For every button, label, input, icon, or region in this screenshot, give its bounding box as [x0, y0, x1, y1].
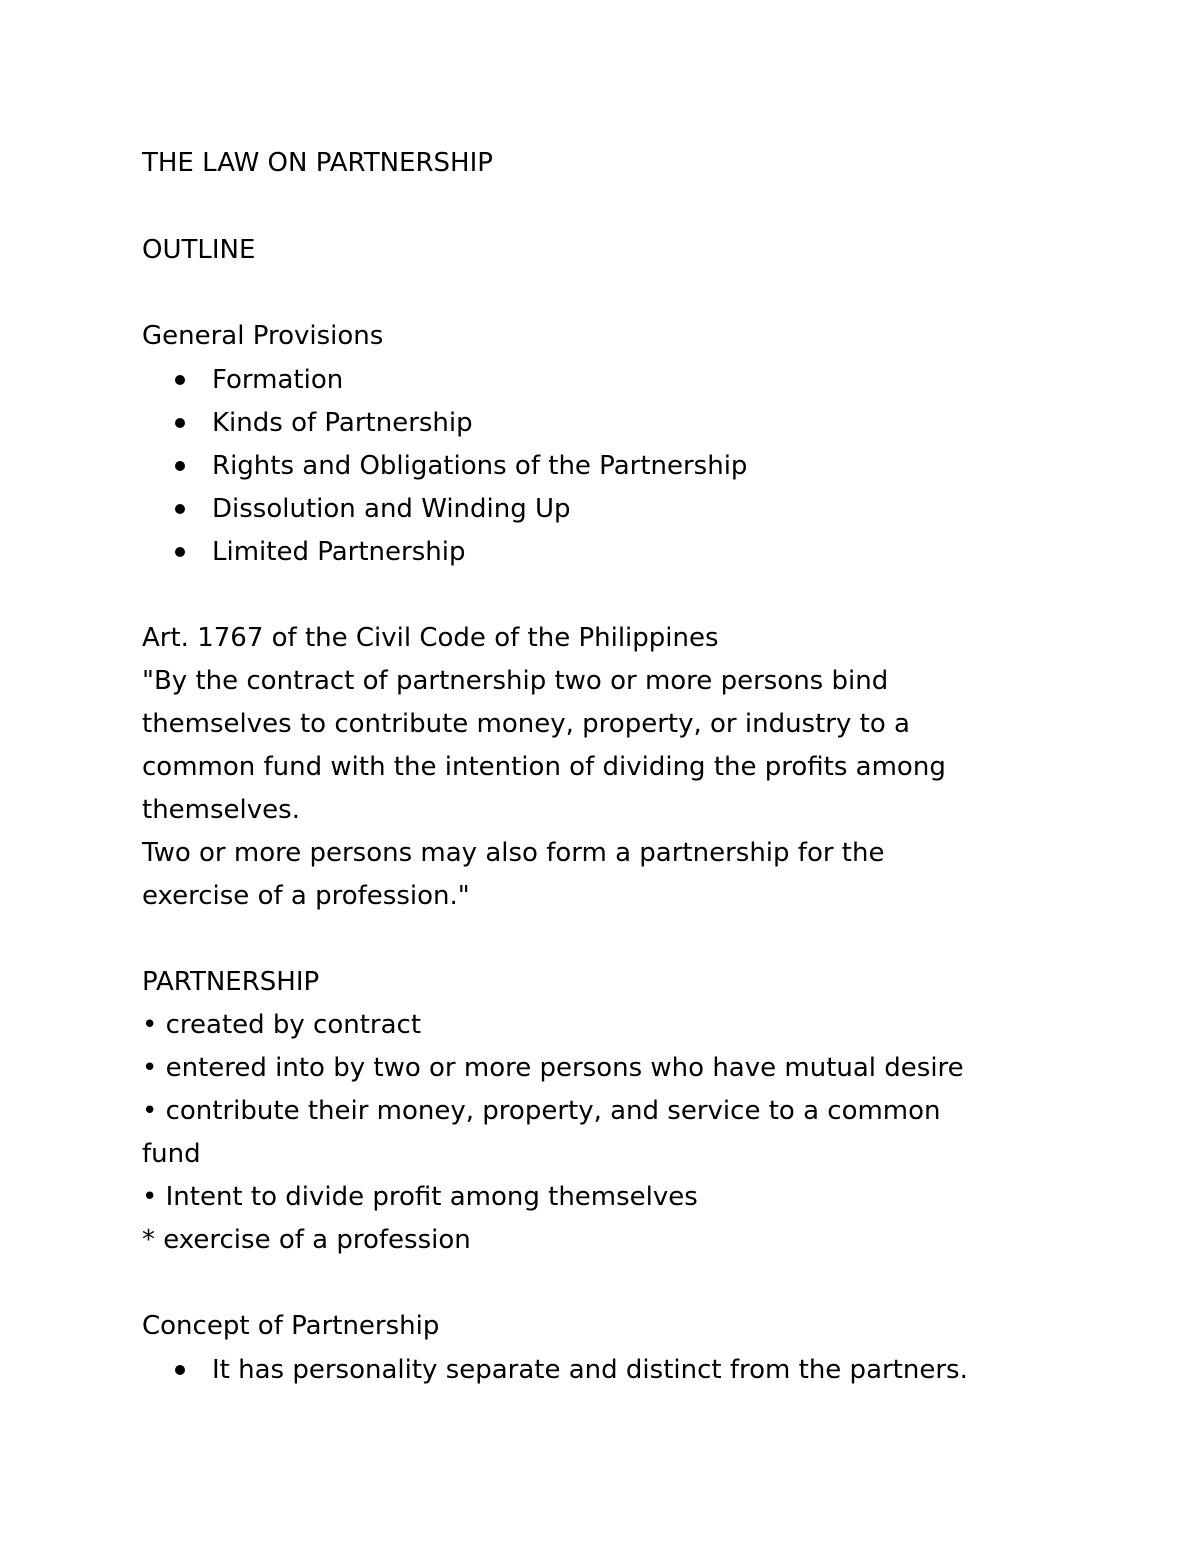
list-item: Formation — [212, 365, 344, 395]
list-item: Kinds of Partnership — [212, 408, 473, 438]
article-heading: Art. 1767 of the Civil Code of the Philippines — [142, 623, 719, 653]
outline-heading: OUTLINE — [142, 235, 256, 265]
bullet-icon — [175, 547, 185, 557]
partnership-text-line: • created by contract — [142, 1010, 422, 1040]
partnership-heading: PARTNERSHIP — [142, 967, 320, 997]
partnership-text-line: • entered into by two or more persons who have mutual desire — [142, 1053, 964, 1083]
bullet-icon — [175, 504, 185, 514]
bullet-icon — [175, 1365, 185, 1375]
concept-heading: Concept of Partnership — [142, 1311, 440, 1341]
bullet-icon — [175, 461, 185, 471]
bullet-icon — [175, 375, 185, 385]
partnership-text-line: * exercise of a profession — [142, 1225, 471, 1255]
article-text-line: themselves to contribute money, property, or industry to a — [142, 709, 910, 739]
list-item: Limited Partnership — [212, 537, 466, 567]
article-text-line: Two or more persons may also form a partnership for the — [142, 838, 885, 868]
partnership-text-line: • contribute their money, property, and service to a common — [142, 1096, 941, 1126]
bullet-icon — [175, 418, 185, 428]
article-text-line: "By the contract of partnership two or more persons bind — [142, 666, 889, 696]
article-text-line: exercise of a profession." — [142, 881, 470, 911]
article-text-line: common fund with the intention of dividing the profits among — [142, 752, 946, 782]
article-text-line: themselves. — [142, 795, 300, 825]
partnership-text-line: • Intent to divide profit among themselves — [142, 1182, 698, 1212]
list-item: It has personality separate and distinct from the partners. — [212, 1355, 968, 1385]
list-item: Rights and Obligations of the Partnership — [212, 451, 748, 481]
document-title: THE LAW ON PARTNERSHIP — [142, 148, 493, 178]
partnership-text-line: fund — [142, 1139, 201, 1169]
general-provisions-heading: General Provisions — [142, 321, 384, 351]
list-item: Dissolution and Winding Up — [212, 494, 571, 524]
